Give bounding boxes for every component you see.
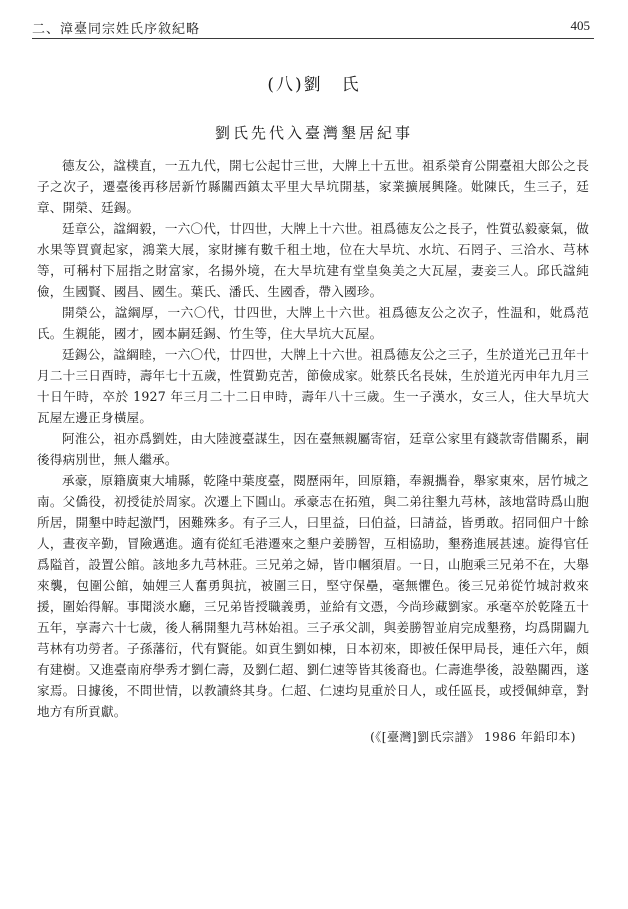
page-number: 405 bbox=[570, 18, 590, 33]
paragraph-defu: 德友公，諡樸直，一五九代，開七公起廿三世，大牌上十五世。祖系榮育公開臺祖大郎公之長子之次子，遷臺後再移居新竹縣關西鎮太平里大旱坑開基，家業擴展興隆。妣陳氏，生三子，廷章、開榮、廷錫。 bbox=[37, 158, 589, 215]
section-title: (八)劉 氏 bbox=[267, 75, 361, 95]
article-body bbox=[37, 155, 589, 722]
paragraph-tingxi: 廷錫公，諡綱睦，一六〇代，廿四世，大牌上十六世。祖爲德友公之三子，生於道光己丑年十月二十三日酉時，壽年七十五歲，性質勤克苦，節儉成家。妣蔡氏名長妹，生於道光丙申年九月三十日午時，卒於 1927 年三月二十二日申時，壽年八十三歲。生一子漢水，女三人，住大旱坑大瓦屋左邊正身橫屋。 bbox=[37, 347, 589, 425]
paragraph-chenghao: 承豪，原籍廣東大埔縣，乾隆中葉度臺，閱歷兩年，回原籍，奉親攜眷，舉家東來，居竹城之南。父僑役，初授徒於周家。次遷上下圓山。承豪志在拓殖，與二弟往墾九芎林，該地當時爲山胞所居，開墾中時起激鬥，困難殊多。有子三人，曰里益，曰伯益，曰請益，皆勇敢。招同佃户十餘人，晝夜辛勤，冒險邁進。適有從紅毛港遷來之墾户姜勝智，互相協助，墾務進展甚速。旋得官任爲隘首，設置公館。該地多九芎林莊。三兄弟之婦，皆巾幗須眉。一日，山胞乘三兄弟不在，大舉來襲，包圍公館，妯娌三人奮勇與抗，被圍三日，堅守保壘，毫無懼色。後三兄弟從竹城討救來援，圍始得解。事聞淡水廳，三兄弟皆授職義勇，並給有文憑，今尚珍藏劉家。承毫卒於乾隆五十五年，享壽六十七歲，後人稱開墾九芎林始祖。三子承父訓，與姜勝智並肩完成墾務，均爲開闢九芎林有功勞者。子孫藩衍，代有賢能。如貢生劉如棟，日本初來，即被任保甲局長，連任六年，頗有建樹。又進臺南府學秀才劉仁壽，及劉仁超、劉仁速等皆其後裔也。仁壽進學後，設塾關西，遂家焉。日據後，不問世情，以教讀終其身。仁超、仁速均見重於日人，或任區長，或授佩紳章，對地方有所貢獻。 bbox=[37, 473, 589, 719]
paragraph-kairong: 開榮公，諡綱厚，一六〇代，廿四世，大牌上十六世。祖爲德友公之次子，性温和，妣爲范氏。生親能，國才，國本嗣廷錫、竹生等，住大旱坑大瓦屋。 bbox=[37, 305, 589, 341]
paragraph-ahuai: 阿淮公，祖亦爲劉姓，由大陸渡臺謀生，因在臺無親屬寄宿，廷章公家里有錢款寄借關系，嗣後得病別世，無人繼承。 bbox=[37, 431, 589, 467]
article-title: 劉氏先代入臺灣墾居紀事 bbox=[214, 124, 413, 142]
source-citation: (《[臺灣]劉氏宗譜》 1986 年鉛印本) bbox=[370, 730, 576, 744]
chapter-heading: 二、漳臺同宗姓氏序敘紀略 bbox=[32, 22, 201, 37]
running-header bbox=[32, 14, 594, 39]
paragraph-tingzhang: 廷章公，諡綱毅，一六〇代，廿四世，大牌上十六世。祖爲德友公之長子，性質弘毅豪氣，做水果等買賣起家，鴻業大展，家財擁有數千租土地，位在大旱坑、水坑、石罔子、三洽水、芎林等，可稱村下屈指之財富家，名揚外境，在大旱坑建有堂皇奐美之大瓦屋，妻妾三人。邱氏諡純儉，生國賢、國昌、國生。葉氏、潘氏、生國香，帶入國珍。 bbox=[37, 221, 589, 299]
